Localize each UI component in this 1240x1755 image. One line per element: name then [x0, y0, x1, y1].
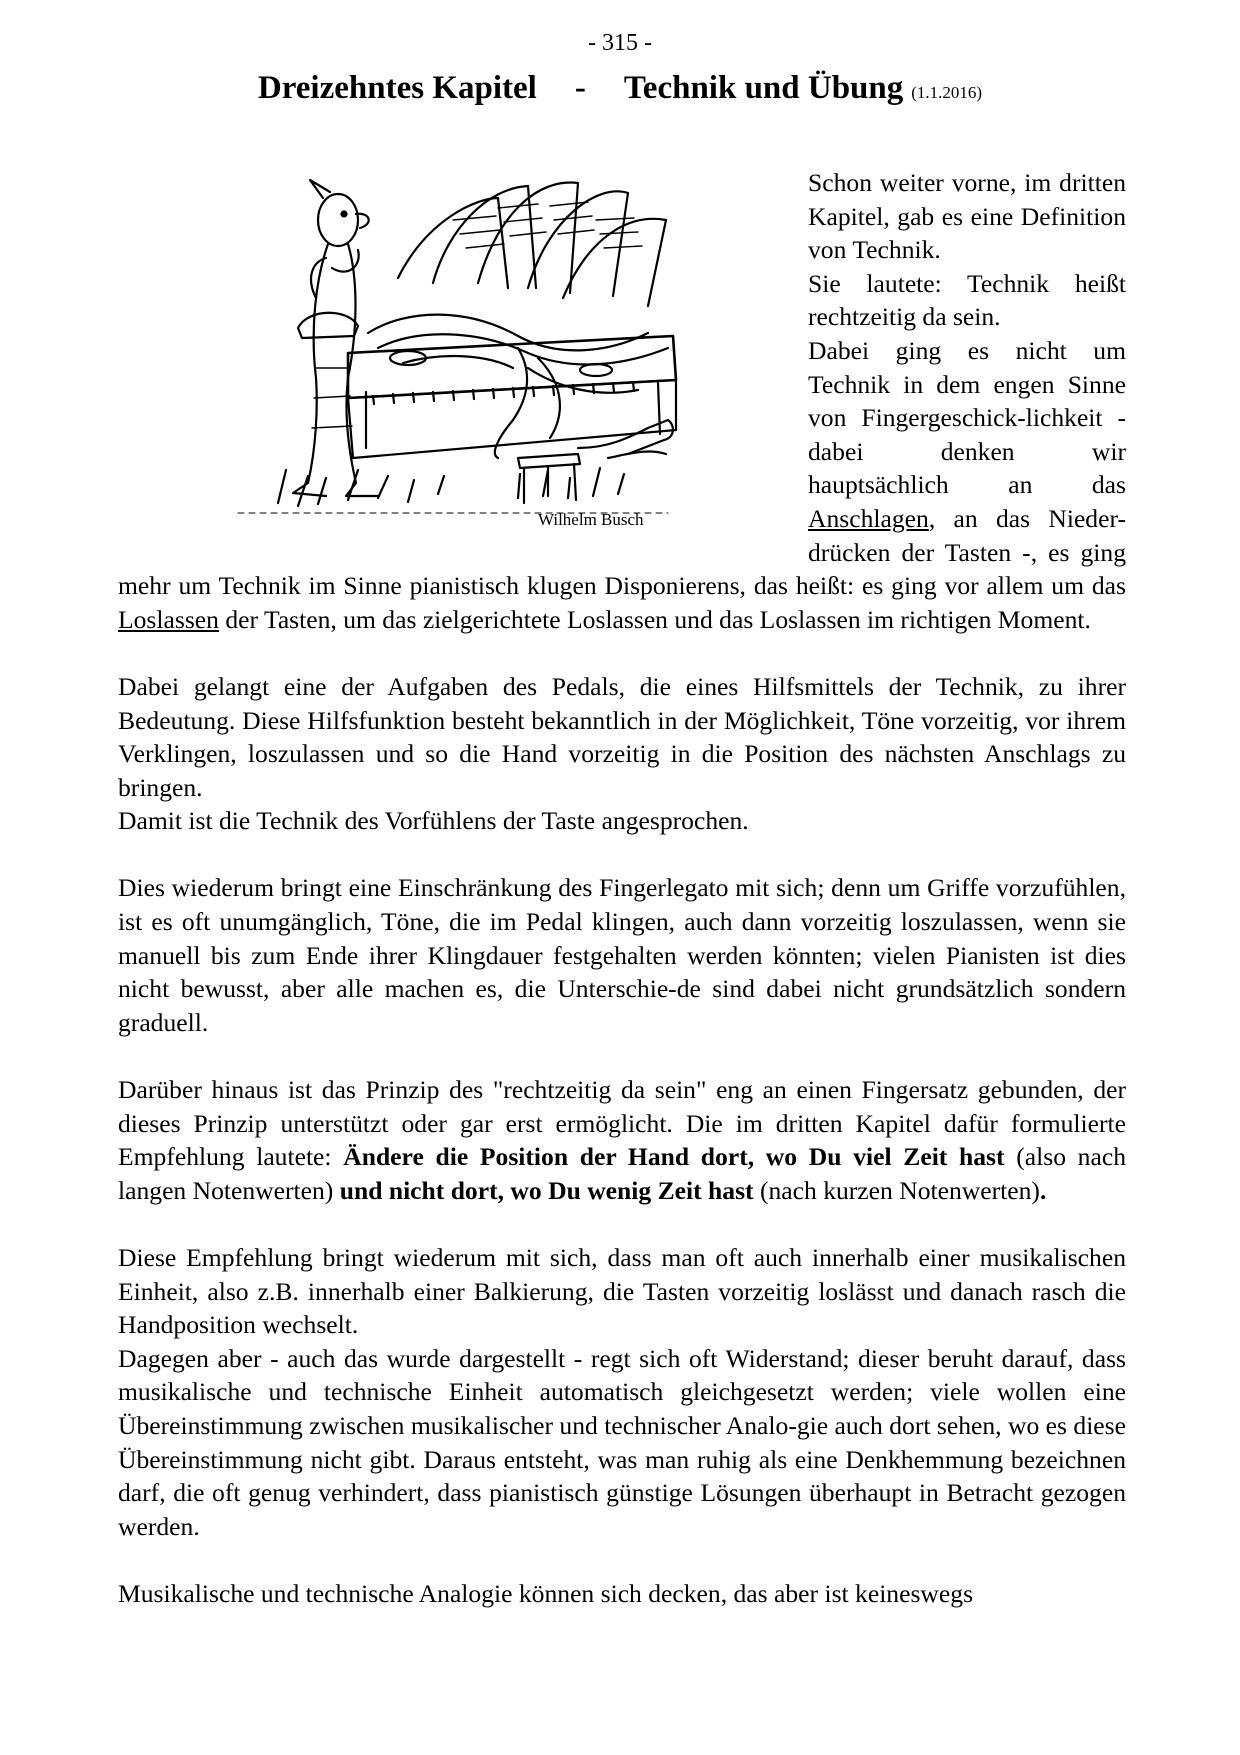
- paragraph-3: Dies wiederum bringt eine Einschränkung des Fingerlegato mit sich; denn um Griffe vorzufühlen, ist es oft unumgänglich, Töne, die im Pedal klingen, auch dann vorzeitig loszulassen, wenn sie manuell bis zum Ende ihrer Klingdauer festgehalten werden könnten; vielen Pianisten ist dies nicht bewusst, aber alle machen es, die Unterschie-de sind dabei nicht grundsätzlich sondern graduell.: [118, 873, 1126, 1037]
- chapter-title: Technik und Übung: [623, 70, 904, 106]
- p4-text-c: (also nach langen Notenwerten): [118, 1142, 1126, 1205]
- paragraph-6: Musikalische und technische Analogie können sich decken, das aber ist keineswegs: [118, 1578, 974, 1608]
- paragraph-4: [118, 1073, 1126, 1207]
- p1-text-c: der Tasten, um das zielgerichtete Loslassen und das Loslassen im richtigen Moment.: [218, 604, 1091, 634]
- wilhelm-busch-illustration: [118, 158, 788, 554]
- p4-bold-1: Ändere die Position der Hand dort, wo Du viel Zeit hast: [343, 1142, 1005, 1172]
- p2-text-b: Damit ist die Technik des Vorfühlens der Taste angesprochen.: [118, 806, 749, 836]
- page-content: [118, 166, 1126, 1611]
- p2-text-a: Dabei gelangt eine der Aufgaben des Pedals, die eines Hilfsmittels der Technik, zu ihrer Bedeutung. Diese Hilfsfunktion besteht bekanntlich in der Möglichkeit, Töne vorzeitig, vor ihrem Verklingen, loszulassen und so die Hand vorzeitig in die Position des nächsten Anschlags zu bringen.: [118, 671, 1126, 802]
- p5-text-b: Dagegen aber - auch das wurde dargestellt - regt sich oft Widerstand; dieser beruht darauf, dass musikalische und technische Einheit automatisch gleichgesetzt werden; viele wollen eine Übereinstimmung zwischen musikalischer und technischer Analo-gie auch dort sehen, wo es diese Übereinstimmung nicht gibt. Daraus entsteht, was man ruhig als eine Denkhemmung bezeichnen darf, die oft genug verhindert, dass pianistisch günstige Lösungen überhaupt in Betracht gezogen werden.: [118, 1343, 1126, 1541]
- p4-text-a: Darüber hinaus ist das Prinzip des "rechtzeitig da sein" eng an einen Fingersatz gebunden, der dieses Prinzip unterstützt oder gar erst ermöglicht. Die im dritten Kapitel dafür formulierte Empfehlung lautete:: [118, 1075, 1126, 1172]
- p1-underlined-anschlagen: Anschlagen: [808, 503, 929, 533]
- paragraph-2: [118, 670, 1126, 838]
- figure-caption: Wilhelm Busch: [538, 510, 644, 529]
- p4-text-d: (nach kurzen Notenwerten): [753, 1175, 1040, 1205]
- chapter-label: Dreizehntes Kapitel: [257, 70, 537, 106]
- paragraph-5: [118, 1241, 1126, 1543]
- p5-text-a: Diese Empfehlung bringt wiederum mit sich, dass man oft auch innerhalb einer musikalischen Einheit, also z.B. innerhalb einer Balkierung, die Tasten vorzeitig loslässt und danach rasch die Handposition wechselt.: [118, 1243, 1126, 1340]
- pianist-drawing: [198, 158, 718, 528]
- chapter-heading: [0, 66, 1240, 115]
- p4-bold-2: und nicht dort, wo Du wenig Zeit hast: [339, 1175, 754, 1205]
- p1-text-b: , an das Nieder-drücken der Tasten -, es ging mehr um Technik im Sinne pianistisch klugen Disponierens, das heißt: es ging vor allem um das: [118, 503, 1126, 601]
- heading-separator: -: [574, 70, 586, 106]
- p1-text-a: Dabei ging es nicht um Technik in dem engen Sinne von Fingergeschick-lichkeit - dabei denken wir hauptsächlich an das: [808, 335, 1126, 500]
- page-number: - 315 -: [588, 30, 652, 56]
- p4-bold-3: .: [1039, 1175, 1047, 1205]
- p1-line-2: Sie lautete: Technik heißt rechtzeitig da sein.: [808, 268, 1126, 332]
- chapter-date: (1.1.2016): [911, 83, 983, 102]
- p1-line-1: Schon weiter vorne, im dritten Kapitel, gab es eine Definition von Technik.: [808, 168, 1126, 265]
- p1-underlined-loslassen: Loslassen: [118, 604, 219, 634]
